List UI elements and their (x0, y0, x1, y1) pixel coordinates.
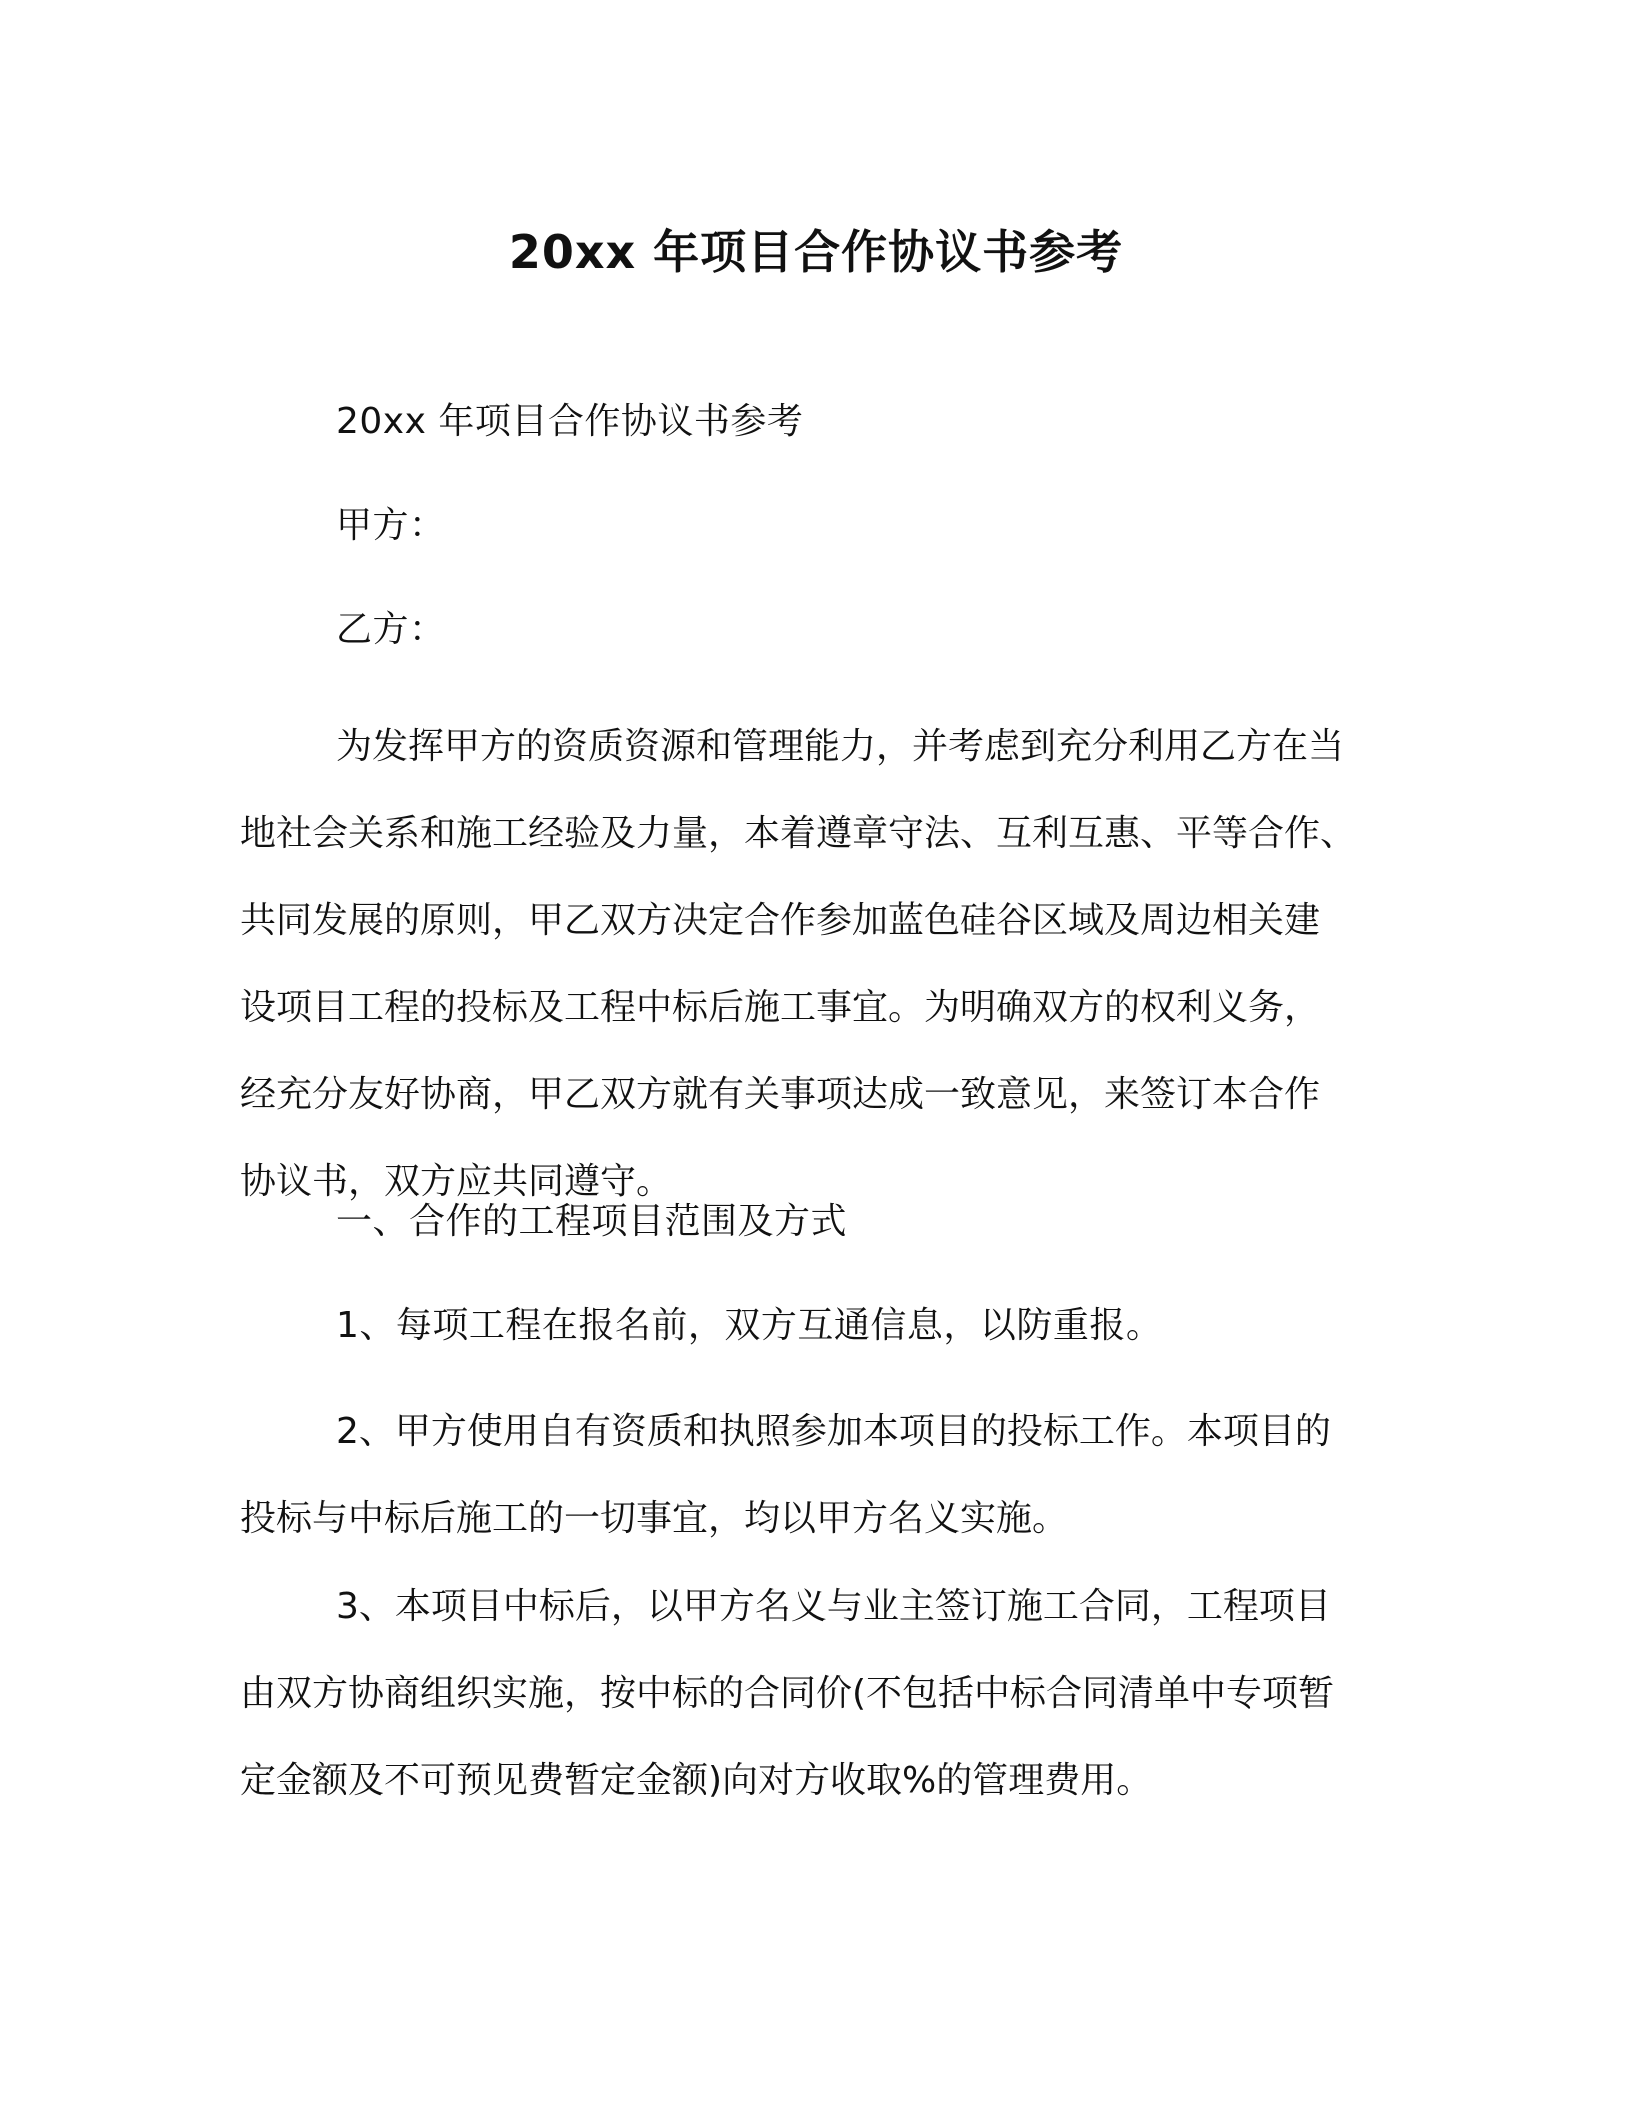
paragraph-line: 2、甲方使用自有资质和执照参加本项目的投标工作。本项目的 (336, 1411, 1331, 1452)
item-3-paragraph (240, 1563, 1385, 1824)
paragraph-line: 3、本项目中标后，以甲方名义与业主签订施工合同，工程项目 (336, 1586, 1331, 1627)
paragraph-line: 由双方协商组织实施，按中标的合同价(不包括中标合同清单中专项暂 (240, 1673, 1335, 1714)
section-1-heading: 一、合作的工程项目范围及方式 (336, 1201, 848, 1242)
document-subtitle: 20xx 年项目合作协议书参考 (336, 401, 804, 442)
paragraph-line: 共同发展的原则，甲乙双方决定合作参加蓝色硅谷区域及周边相关建 (240, 900, 1321, 941)
item-2-paragraph (240, 1388, 1385, 1562)
paragraph-line: 设项目工程的投标及工程中标后施工事宜。为明确双方的权利义务， (240, 987, 1321, 1028)
paragraph-line: 协议书，双方应共同遵守。 (240, 1161, 673, 1202)
item-1: 1、每项工程在报名前，双方互通信息，以防重报。 (336, 1305, 1163, 1346)
paragraph-line: 投标与中标后施工的一切事宜，均以甲方名义实施。 (240, 1498, 1069, 1539)
paragraph-line: 地社会关系和施工经验及力量，本着遵章守法、互利互惠、平等合作、 (240, 813, 1357, 854)
paragraph-line: 为发挥甲方的资质资源和管理能力，并考虑到充分利用乙方在当 (336, 726, 1345, 767)
paragraph-line: 定金额及不可预见费暂定金额)向对方收取%的管理费用。 (240, 1760, 1153, 1801)
intro-paragraph (240, 703, 1385, 1225)
document-title: 20xx 年项目合作协议书参考 (508, 225, 1124, 279)
party-a-label: 甲方： (336, 505, 446, 546)
party-b-label: 乙方： (336, 609, 446, 650)
paragraph-line: 经充分友好协商，甲乙双方就有关事项达成一致意见，来签订本合作 (240, 1074, 1321, 1115)
